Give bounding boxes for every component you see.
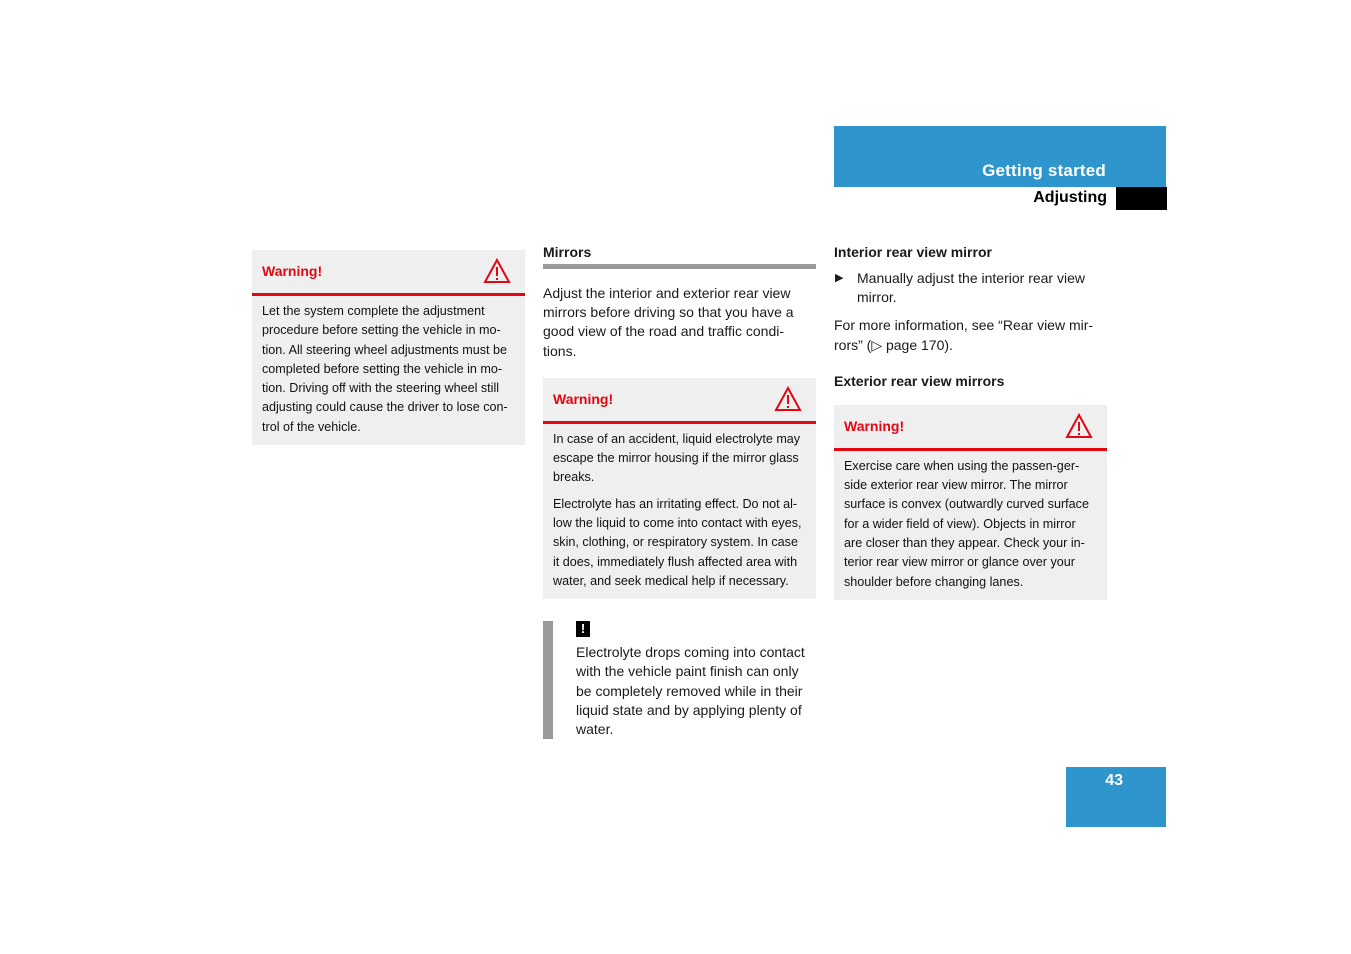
warning-label: Warning! — [553, 390, 614, 407]
warning-label: Warning! — [844, 417, 905, 434]
warning-header — [834, 405, 1107, 451]
warning-text: Electrolyte has an irritating effect. Do not al-low the liquid to come into contact with eyes, skin, clothing, or respiratory system. In case it does, immediately flush affected area with water, and seek medical help if necessary. — [553, 496, 802, 588]
interior-mirror-heading: Interior rear view mirror — [834, 244, 992, 260]
column-middle — [543, 244, 816, 739]
mirrors-intro: Adjust the interior and exterior rear view mirrors before driving so that you have a good view of the road and traffic condi-tions. — [543, 285, 794, 359]
warning-box-exterior-mirror — [834, 405, 1107, 600]
warning-box-electrolyte — [543, 378, 816, 599]
column-left — [252, 250, 525, 445]
notice-text: Electrolyte drops coming into contact with the vehicle paint finish can only be completely removed while in their liquid state and by applying plenty of water. — [576, 644, 805, 737]
warning-box-steering — [252, 250, 525, 445]
page-number-box — [1066, 767, 1166, 827]
bullet-arrow-icon: ▶ — [835, 272, 844, 284]
warning-body — [543, 424, 816, 599]
subsection-title: Adjusting — [1033, 189, 1107, 206]
section-header-box — [834, 126, 1166, 187]
mirrors-heading: Mirrors — [543, 244, 592, 260]
warning-body — [834, 451, 1107, 600]
subsection-marker — [1116, 187, 1167, 210]
warning-header — [543, 378, 816, 424]
exterior-mirror-heading: Exterior rear view mirrors — [834, 372, 1005, 389]
instruction-item — [834, 269, 1107, 307]
warning-triangle-icon — [483, 258, 511, 284]
page-number: 43 — [1105, 772, 1123, 789]
warning-triangle-icon — [774, 386, 802, 412]
warning-text: In case of an accident, liquid electrolyte may escape the mirror housing if the mirror glass breaks. — [553, 431, 801, 485]
warning-body — [252, 296, 525, 445]
notice-exclamation-icon: ! — [576, 621, 590, 637]
column-right — [834, 244, 1107, 600]
section-title: Getting started — [982, 161, 1106, 180]
warning-text: Let the system complete the adjustment procedure before setting the vehicle in mo-tion. All steering wheel adjustments must be completed before setting the vehicle in mo-tion. Driving off with the steering wheel still adjusting could cause the driver to lose con-trol of the vehicle. — [262, 304, 508, 434]
warning-triangle-icon — [1065, 413, 1093, 439]
more-info-text: For more information, see “Rear view mir-rors” (▷ page 170). — [834, 317, 1094, 353]
notice-box-paint — [543, 621, 816, 739]
warning-label: Warning! — [262, 263, 323, 279]
warning-header — [252, 250, 525, 296]
instruction-text: Manually adjust the interior rear view mirror. — [857, 270, 1085, 306]
warning-text: Exercise care when using the passen-ger-side exterior rear view mirror. The mirror surface is convex (outwardly curved surface for a wider field of view). Objects in mirror are closer than they appear. Check your in-terior rear view mirror or glance over your shoulder before changing lanes. — [844, 458, 1089, 589]
heading-rule — [543, 264, 816, 269]
